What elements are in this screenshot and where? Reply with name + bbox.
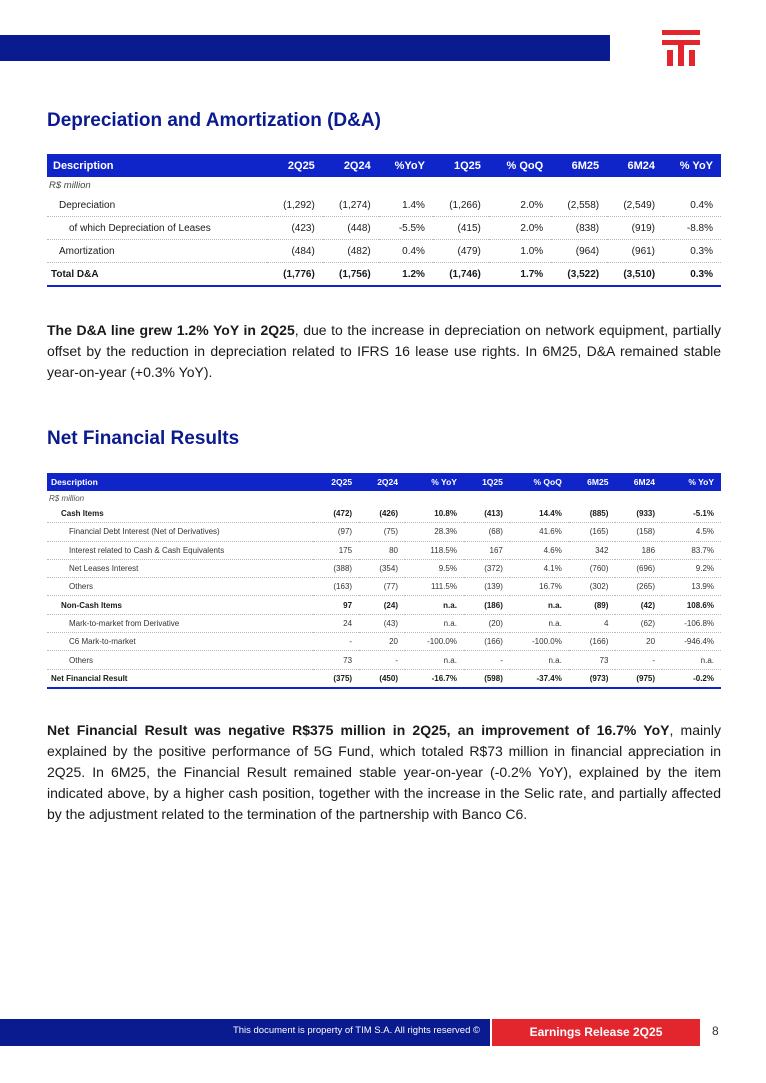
table-cell: n.a. [405,651,464,669]
table-cell: (973) [569,669,616,688]
column-header: 1Q25 [464,473,510,491]
column-header: 2Q24 [359,473,405,491]
da-table [47,154,721,287]
table-cell: (2,558) [551,194,607,217]
table-row [47,217,721,240]
table-cell: (1,776) [267,263,323,287]
column-header: 6M24 [615,473,662,491]
table-cell: -16.7% [405,669,464,688]
table-cell: -100.0% [510,633,569,651]
row-label: Depreciation [47,194,267,217]
table-cell: n.a. [405,614,464,632]
table-cell: (265) [615,578,662,596]
table-cell: (354) [359,559,405,577]
row-label: Amortization [47,240,267,263]
earnings-release-label: Earnings Release 2Q25 [492,1019,700,1046]
table-cell: -0.2% [662,669,721,688]
table-row [47,596,721,614]
table-cell: (42) [615,596,662,614]
financial-paragraph-highlight: Net Financial Result was negative R$375 million in 2Q25, an improvement of 16.7% YoY [47,722,670,738]
table-cell: (166) [464,633,510,651]
column-header: 6M24 [607,154,663,177]
table-row [47,578,721,596]
copyright-notice: This document is property of TIM S.A. All rights reserved © [232,1025,480,1036]
table-cell: 167 [464,541,510,559]
table-row [47,194,721,217]
column-header: % QoQ [510,473,569,491]
column-header: Description [47,154,267,177]
table-cell: (77) [359,578,405,596]
column-header: % YoY [663,154,721,177]
table-cell: (3,510) [607,263,663,287]
row-label: Financial Debt Interest (Net of Derivatives) [47,523,313,541]
table-cell: (975) [615,669,662,688]
table-cell: - [359,651,405,669]
table-cell: (186) [464,596,510,614]
table-cell: (760) [569,559,616,577]
table-row [47,240,721,263]
financial-paragraph [47,720,721,825]
footer-bar [0,1019,490,1046]
table-cell: 111.5% [405,578,464,596]
table-cell: (97) [313,523,359,541]
table-cell: 0.4% [663,194,721,217]
table-cell: (165) [569,523,616,541]
table-cell: 83.7% [662,541,721,559]
row-label: Net Leases Interest [47,559,313,577]
row-label: Total D&A [47,263,267,287]
table-cell: 10.8% [405,505,464,523]
table-header-row [47,473,721,491]
table-cell: 9.5% [405,559,464,577]
table-cell: 28.3% [405,523,464,541]
table-cell: -106.8% [662,614,721,632]
table-cell: (43) [359,614,405,632]
table-cell: 41.6% [510,523,569,541]
table-cell: (24) [359,596,405,614]
table-cell: 0.4% [379,240,433,263]
table-cell: (838) [551,217,607,240]
table-cell: (484) [267,240,323,263]
table-cell: -946.4% [662,633,721,651]
table-cell: (472) [313,505,359,523]
column-header: % YoY [662,473,721,491]
table-cell: (1,292) [267,194,323,217]
table-row [47,651,721,669]
table-cell: (696) [615,559,662,577]
table-cell: n.a. [662,651,721,669]
table-cell: 186 [615,541,662,559]
table-cell: 2.0% [489,217,551,240]
table-cell: 4 [569,614,616,632]
table-cell: (1,266) [433,194,489,217]
table-row [47,523,721,541]
table-cell: (1,756) [323,263,379,287]
table-cell: 20 [615,633,662,651]
table-cell: (302) [569,578,616,596]
table-cell: (448) [323,217,379,240]
table-cell: 20 [359,633,405,651]
table-cell: (139) [464,578,510,596]
row-label: Net Financial Result [47,669,313,688]
table-cell: - [464,651,510,669]
table-cell: 97 [313,596,359,614]
row-label: C6 Mark-to-market [47,633,313,651]
column-header: 2Q25 [313,473,359,491]
table-row [47,559,721,577]
table-cell: (415) [433,217,489,240]
table-cell: (1,746) [433,263,489,287]
table-cell: -8.8% [663,217,721,240]
table-cell: 0.3% [663,263,721,287]
da-paragraph [47,320,721,383]
table-cell: (20) [464,614,510,632]
row-label: Others [47,651,313,669]
table-cell: n.a. [510,614,569,632]
row-label: Others [47,578,313,596]
table-cell: 24 [313,614,359,632]
table-header-row [47,154,721,177]
table-cell: n.a. [405,596,464,614]
unit-label: R$ million [49,493,85,503]
table-cell: -100.0% [405,633,464,651]
table-cell: (933) [615,505,662,523]
table-cell: (388) [313,559,359,577]
table-row-total [47,263,721,287]
table-cell: (479) [433,240,489,263]
table-cell: 73 [569,651,616,669]
row-label: Mark-to-market from Derivative [47,614,313,632]
unit-label: R$ million [49,180,91,191]
table-cell: (426) [359,505,405,523]
table-cell: (163) [313,578,359,596]
header-bar [0,35,610,61]
section-title-financial: Net Financial Results [47,428,240,449]
column-header: % QoQ [489,154,551,177]
table-cell: (413) [464,505,510,523]
table-cell: 2.0% [489,194,551,217]
table-cell: 1.0% [489,240,551,263]
table-cell: 1.7% [489,263,551,287]
table-cell: (166) [569,633,616,651]
table-cell: (3,522) [551,263,607,287]
column-header: 2Q24 [323,154,379,177]
table-cell: (598) [464,669,510,688]
column-header: 2Q25 [267,154,323,177]
table-cell: (372) [464,559,510,577]
page-number: 8 [712,1024,719,1038]
table-cell: -37.4% [510,669,569,688]
table-cell: 108.6% [662,596,721,614]
table-cell: (62) [615,614,662,632]
table-cell: 342 [569,541,616,559]
table-cell: (2,549) [607,194,663,217]
table-cell: -5.5% [379,217,433,240]
financial-paragraph-text: , mainly explained by the positive performance of 5G Fund, which totaled R$73 million in financial appreciation in 2Q25. In 6M25, the Financial Result remained stable year-on-year (-0.2% YoY), explained by the item indicated above, by a higher cash position, together with the increase in the Selic rate, and partially affected by the adjustment related to the termination of the partnership with Banco C6. [47,722,721,822]
table-cell: 4.6% [510,541,569,559]
table-cell: 9.2% [662,559,721,577]
table-cell: -5.1% [662,505,721,523]
da-paragraph-highlight: The D&A line grew 1.2% YoY in 2Q25 [47,322,295,338]
table-cell: (885) [569,505,616,523]
table-cell: 14.4% [510,505,569,523]
table-cell: (158) [615,523,662,541]
row-label: Cash Items [47,505,313,523]
table-cell: (423) [267,217,323,240]
table-cell: 0.3% [663,240,721,263]
table-cell: (1,274) [323,194,379,217]
table-cell: (89) [569,596,616,614]
financial-table [47,473,721,689]
row-label: of which Depreciation of Leases [47,217,267,240]
table-row [47,633,721,651]
column-header: Description [47,473,313,491]
table-cell: 1.2% [379,263,433,287]
column-header: %YoY [379,154,433,177]
table-cell: (75) [359,523,405,541]
table-cell: (964) [551,240,607,263]
table-row [47,505,721,523]
column-header: % YoY [405,473,464,491]
table-cell: (450) [359,669,405,688]
section-title-da: Depreciation and Amortization (D&A) [47,110,381,131]
table-row [47,541,721,559]
table-cell: 73 [313,651,359,669]
table-cell: n.a. [510,651,569,669]
column-header: 1Q25 [433,154,489,177]
da-paragraph-text: , due to the increase in depreciation on network equipment, partially offset by the reduction in depreciation related to IFRS 16 lease use rights. In 6M25, D&A remained stable year-on-year (+0.3% YoY). [47,322,721,380]
table-cell: 4.1% [510,559,569,577]
table-cell: - [313,633,359,651]
table-cell: 4.5% [662,523,721,541]
table-cell: (68) [464,523,510,541]
table-cell: (961) [607,240,663,263]
table-cell: - [615,651,662,669]
column-header: 6M25 [551,154,607,177]
table-cell: 1.4% [379,194,433,217]
table-cell: 118.5% [405,541,464,559]
table-row-total [47,669,721,688]
table-cell: (482) [323,240,379,263]
table-cell: (375) [313,669,359,688]
column-header: 6M25 [569,473,616,491]
table-cell: 13.9% [662,578,721,596]
row-label: Non-Cash Items [47,596,313,614]
table-row [47,614,721,632]
table-cell: (919) [607,217,663,240]
table-cell: n.a. [510,596,569,614]
table-cell: 175 [313,541,359,559]
tim-logo [662,30,700,66]
table-cell: 80 [359,541,405,559]
row-label: Interest related to Cash & Cash Equivalents [47,541,313,559]
table-cell: 16.7% [510,578,569,596]
